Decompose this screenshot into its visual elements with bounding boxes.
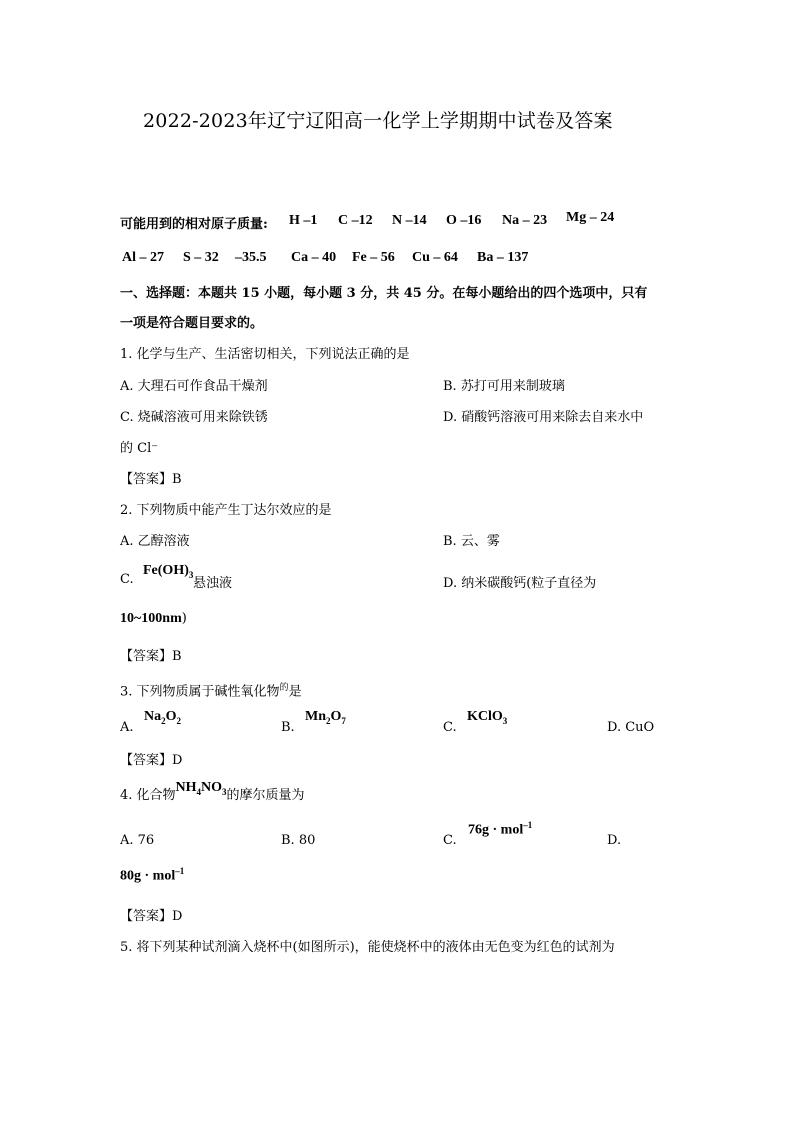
- atomic-mass-fe: Fe – 56: [352, 250, 395, 265]
- q2-option-c-formula: $Fe(OH)_3$: [143, 563, 194, 580]
- atomic-mass-mg: Mg – 24: [566, 210, 615, 225]
- q4-option-c-formula: 76g · mol$^{-1}$: [468, 820, 533, 838]
- q2-option-c-prefix: C.: [120, 572, 134, 587]
- q4-option-a: A. 76: [120, 833, 155, 848]
- atomic-mass-na: Na – 23: [502, 213, 548, 228]
- q4-option-b: B. 80: [281, 833, 316, 848]
- q1-option-b: B. 苏打可用来制玻璃: [443, 379, 565, 394]
- q4-stem: 4. 化合物$NH_4NO_3$的摩尔质量为: [120, 780, 305, 803]
- q2-option-d: D. 纳米碳酸钙(粒子直径为: [443, 576, 597, 591]
- q3-option-a-prefix: A.: [120, 720, 134, 735]
- atomic-mass-c: C –12: [338, 213, 373, 228]
- atomic-mass-ca: Ca – 40: [291, 250, 337, 265]
- q4-option-d-formula: 80g · mol$^{-1}$: [120, 866, 185, 884]
- q1-stem: 1. 化学与生产、生活密切相关，下列说法正确的是: [120, 347, 410, 362]
- atomic-mass-label: 可能用到的相对原子质量:: [120, 217, 268, 232]
- q4-option-c-prefix: C.: [443, 833, 457, 848]
- q3-option-c-formula: KClO$_3$: [467, 709, 508, 726]
- q1-option-d: D. 硝酸钙溶液可用来除去自来水中: [443, 410, 644, 425]
- q2-option-a: A. 乙醇溶液: [120, 534, 190, 549]
- section-heading-line2: 一项是符合题目要求的。: [120, 316, 264, 331]
- q1-option-a: A. 大理石可作食品干燥剂: [120, 379, 268, 394]
- q2-answer: 【答案】B: [120, 649, 182, 664]
- atomic-mass-ba: Ba – 137: [477, 250, 529, 265]
- q3-option-c-prefix: C.: [443, 720, 457, 735]
- atomic-mass-n: N –14: [392, 213, 427, 228]
- q2-option-b: B. 云、雾: [443, 534, 500, 549]
- q3-stem: 3. 下列物质属于碱性氧化物$^的$是: [120, 683, 302, 700]
- q1-option-d-continued: 的 Cl⁻: [120, 441, 159, 456]
- q2-option-d-continued: 10~100nm): [120, 611, 187, 626]
- q3-answer: 【答案】D: [120, 753, 183, 768]
- q2-option-c-text: 悬浊液: [193, 576, 233, 591]
- q5-stem: 5. 将下列某种试剂滴入烧杯中(如图所示)，能使烧杯中的液体由无色变为红色的试剂为: [120, 940, 615, 955]
- atomic-mass-al: Al – 27: [122, 250, 164, 265]
- q3-option-b-prefix: B.: [281, 720, 295, 735]
- q3-option-b-formula: $Mn_2O_7$: [305, 709, 346, 726]
- q1-option-c: C. 烧碱溶液可用来除铁锈: [120, 410, 268, 425]
- q2-stem: 2. 下列物质中能产生丁达尔效应的是: [120, 503, 332, 518]
- atomic-mass-o: O –16: [446, 213, 482, 228]
- q3-option-a-formula: $Na_2O_2$: [144, 709, 182, 726]
- document-title: 2022-2023年辽宁辽阳高一化学上学期期中试卷及答案: [143, 110, 613, 132]
- q3-option-d: D. CuO: [607, 720, 655, 735]
- atomic-mass-cu: Cu – 64: [412, 250, 458, 265]
- atomic-mass-h: H –1: [289, 213, 318, 228]
- atomic-mass-s: S – 32: [183, 250, 219, 265]
- q4-option-d-prefix: D.: [607, 833, 622, 848]
- section-heading-line1: 一、选择题：本题共 15 小题，每小题 3 分，共 45 分。在每小题给出的四个选项中，只有: [120, 286, 648, 301]
- q4-answer: 【答案】D: [120, 909, 183, 924]
- q1-answer: 【答案】B: [120, 472, 182, 487]
- atomic-mass-cl: –35.5: [235, 250, 267, 265]
